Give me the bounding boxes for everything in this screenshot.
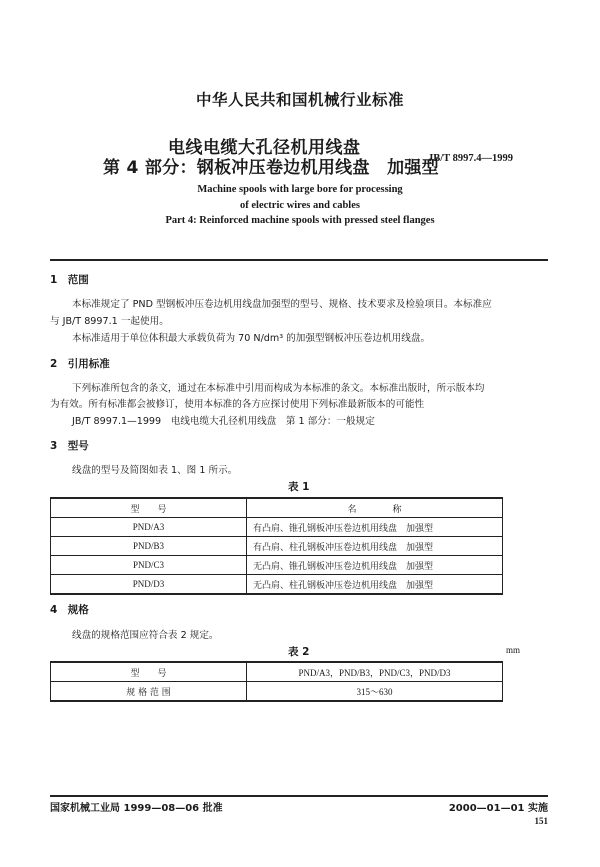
section-1-para-3: 本标准适用于单位体积最大承载负荷为 70 N/dm³ 的加强型钢板冲压卷边机用线盘。 [72, 333, 431, 344]
section-1-para-1: 本标准规定了 PND 型钢板冲压卷边机用线盘加强型的型号、规格、技术要求及检验项目。本标准应 [72, 299, 492, 310]
table1-cell-name: 无凸肩、柱孔钢板冲压卷边机用线盘 加强型 [247, 575, 503, 595]
table1-cell-name: 无凸肩、锥孔钢板冲压卷边机用线盘 加强型 [247, 556, 503, 575]
table-row [51, 575, 503, 595]
standard-code: JB/T 8997.4—1999 [428, 153, 513, 164]
table-row [51, 518, 503, 537]
table1-cell-name: 有凸肩、锥孔钢板冲压卷边机用线盘 加强型 [247, 518, 503, 537]
table1-header-model: 型 号 [51, 498, 247, 518]
approval-note: 国家机械工业局 1999—08—06 批准 [50, 803, 223, 814]
table-row [51, 662, 503, 682]
table2-label-model: 型 号 [51, 662, 247, 682]
table2-value-models: PND/A3，PND/B3，PND/C3，PND/D3 [247, 662, 503, 682]
section-4-heading: 4 规格 [50, 604, 89, 616]
english-title-line3: Part 4: Reinforced machine spools with pressed steel flanges [165, 215, 435, 226]
page-number: 151 [534, 816, 548, 826]
english-title-line2: of electric wires and cables [240, 200, 360, 211]
table2-unit: mm [506, 645, 521, 655]
section-2-para-2: 为有效。所有标准都会被修订，使用本标准的各方应探讨使用下列标准最新版本的可能性 [50, 399, 425, 410]
table2-value-range: 315～630 [247, 682, 503, 702]
section-3-heading: 3 型号 [50, 440, 89, 452]
section-1-para-2: 与 JB/T 8997.1 一起使用。 [50, 316, 169, 327]
table-1 [50, 497, 503, 595]
header-divider [50, 259, 548, 261]
table1-cell-model: PND/A3 [51, 518, 247, 537]
section-3-para-1: 线盘的型号及简图如表 1、图 1 所示。 [72, 465, 238, 476]
section-2-para-1: 下列标准所包含的条文，通过在本标准中引用而构成为本标准的条文。本标准出版时，所示版本均 [72, 383, 485, 394]
english-title-line1: Machine spools with large bore for processing [197, 184, 403, 195]
table-header-row [51, 498, 503, 518]
table1-header-name: 名 称 [247, 498, 503, 518]
table-2 [50, 661, 503, 702]
table-row [51, 682, 503, 702]
table-row [51, 556, 503, 575]
table1-cell-model: PND/C3 [51, 556, 247, 575]
document-title-line2: 第 4 部分：钢板冲压卷边机用线盘 加强型 [103, 158, 439, 178]
implementation-date: 2000—01—01 实施 [448, 803, 548, 814]
table1-caption: 表 1 [288, 481, 310, 493]
table-row [51, 537, 503, 556]
footer-divider [50, 795, 548, 797]
section-1-heading: 1 范围 [50, 274, 89, 286]
section-2-heading: 2 引用标准 [50, 358, 110, 370]
standard-category: 中华人民共和国机械行业标准 [195, 91, 404, 109]
table1-cell-model: PND/D3 [51, 575, 247, 595]
table2-caption: 表 2 [288, 646, 310, 658]
section-2-reference: JB/T 8997.1—1999 电线电缆大孔径机用线盘 第 1 部分：一般规定 [72, 416, 375, 427]
table1-cell-name: 有凸肩、柱孔钢板冲压卷边机用线盘 加强型 [247, 537, 503, 556]
table1-cell-model: PND/B3 [51, 537, 247, 556]
section-4-para-1: 线盘的规格范围应符合表 2 规定。 [72, 630, 219, 641]
table2-label-range: 规 格 范 围 [51, 682, 247, 702]
document-title-line1: 电线电缆大孔径机用线盘 [168, 138, 361, 158]
